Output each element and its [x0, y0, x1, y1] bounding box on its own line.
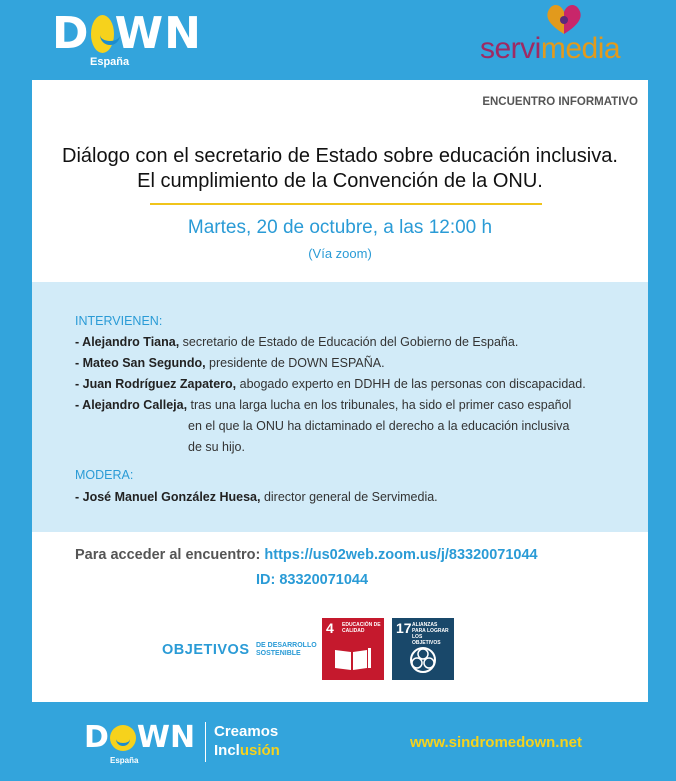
event-type-label: ENCUENTRO INFORMATIVO	[482, 96, 638, 108]
website-link[interactable]: www.sindromedown.net	[410, 734, 582, 751]
event-platform: (Vía zoom)	[308, 246, 372, 261]
header	[0, 0, 676, 80]
event-date: Martes, 20 de octubre, a las 12:00 h	[187, 217, 493, 238]
down-logo-wordmark: D WN	[52, 8, 202, 59]
smile-icon	[110, 725, 136, 751]
servimedia-heart-icon	[542, 2, 586, 36]
moderator-item: - José Manuel González Huesa, director general de Servimedia.	[75, 490, 438, 504]
access-info	[75, 547, 538, 563]
footer-down-subtitle: España	[110, 756, 139, 765]
footer-divider	[205, 722, 206, 762]
speaker-item-continuation: de su hijo.	[188, 440, 245, 454]
title-divider	[150, 203, 542, 205]
zoom-meeting-id: ID: 83320071044	[256, 572, 369, 588]
sdg-wordmark-sub: DE DESARROLLO SOSTENIBLE	[256, 642, 317, 657]
servimedia-logo	[480, 2, 630, 76]
access-label: Para acceder al encuentro:	[75, 547, 265, 563]
footer-slogan: Creamos Inclusión	[214, 723, 280, 759]
sdg-goal-4-badge: 4 EDUCACIÓN DE CALIDAD	[322, 618, 384, 680]
zoom-link[interactable]: https://us02web.zoom.us/j/83320071044	[264, 547, 538, 563]
event-card	[32, 80, 648, 702]
speaker-item: - Mateo San Segundo, presidente de DOWN ESPAÑA.	[75, 356, 385, 370]
event-title-line-1: Diálogo con el secretario de Estado sobre educación inclusiva.	[62, 145, 618, 167]
event-title-line-2: El cumplimiento de la Convención de la ONU.	[137, 170, 543, 192]
partnership-icon	[405, 645, 441, 675]
book-icon	[333, 646, 373, 672]
sdg-logos	[162, 618, 462, 680]
speaker-item: - Alejandro Tiana, secretario de Estado de Educación del Gobierno de España.	[75, 335, 519, 349]
servimedia-wordmark: servimedia	[480, 32, 621, 65]
speaker-item-continuation: en el que la ONU ha dictaminado el derecho a la educación inclusiva	[188, 419, 570, 433]
speaker-item: - Alejandro Calleja, tras una larga lucha en los tribunales, ha sido el primer caso español	[75, 398, 572, 412]
speakers-band	[32, 282, 648, 532]
footer-down-wordmark: D WN	[84, 720, 196, 755]
speakers-label: INTERVIENEN:	[75, 314, 163, 328]
moderator-label: MODERA:	[75, 468, 134, 482]
down-espana-logo	[52, 10, 202, 74]
sdg-wordmark: OBJETIVOS	[162, 642, 250, 658]
smile-icon	[91, 15, 114, 53]
down-logo-subtitle: España	[90, 56, 130, 68]
sdg-goal-17-badge: 17 ALIANZAS PARA LOGRAR LOS OBJETIVOS	[392, 618, 454, 680]
footer-brand	[84, 720, 304, 772]
speaker-item: - Juan Rodríguez Zapatero, abogado experto en DDHH de las personas con discapacidad.	[75, 377, 586, 391]
event-title	[32, 144, 648, 194]
